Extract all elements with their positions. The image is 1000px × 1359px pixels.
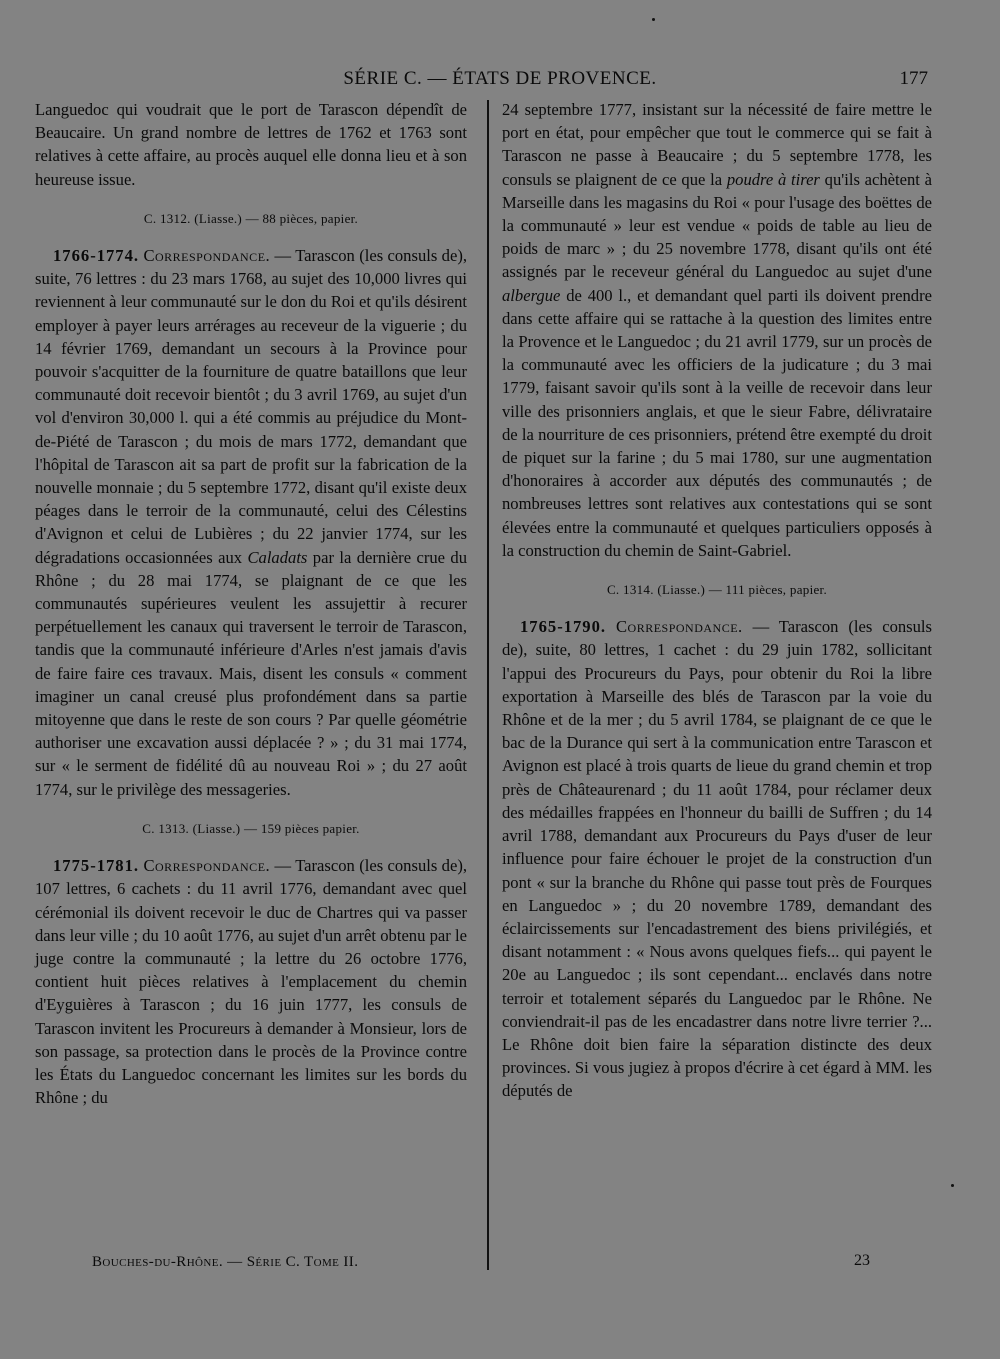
entry-1313-date: 1775-1781. [53, 856, 140, 876]
entry-1312-italic: Caladats [247, 547, 308, 567]
footer-signature: Bouches-du-Rhône. — Série C. Tome II. [92, 1254, 359, 1270]
entry-1314-date: 1765-1790. [520, 617, 607, 637]
entry-1313-continuation [502, 98, 932, 562]
continuation-italic-2: albergue [502, 285, 561, 305]
page-number: 177 [899, 68, 928, 89]
entry-1312-heading: Correspondance. [143, 246, 271, 266]
entry-1312-text-b: par la dernière crue du Rhône ; du 28 mai 1774, se plaignant de ce que les communautés supérieures veulent les assujettir à recurer perpétuellement les canaux qui traversent le terroir de Tarascon, tandis que la communauté inférieure d'Arles n'est jamais d'avis de faire faire ces travaux. Mais, disent les consuls « comment imaginer un canal creusé plus profondément dans sa partie mitoyenne que dans le reste de son cours ? Par quelle géométrie authoriser une excavation aussi déplacée ? » ; du 31 mai 1774, sur « le serment de fidélité dû au nouveau Roi » ; du 27 août 1774, sur le privilège des messageries. [35, 547, 467, 799]
left-column [35, 98, 467, 1109]
intro-paragraph: Languedoc qui voudrait que le port de Tarascon dépendît de Beaucaire. Un grand nombre de lettres de 1762 et 1763 sont relatives à cette affaire, au procès auquel elle donna lieu et à son heureuse issue. [35, 100, 467, 189]
entry-1313 [35, 854, 467, 1109]
scan-speck [652, 18, 655, 21]
entry-1313-heading: Correspondance. [143, 856, 271, 876]
continuation-text-c: de 400 l., et demandant quel parti ils doivent prendre dans cette affaire qui se rattache à la question des limites entre la Provence et le Languedoc ; du 21 avril 1779, sur un procès de la communauté avec les officiers de la judicature ; du 3 mai 1779, faisant savoir qu'ils sont à la veille de recevoir dans leur ville des prisonniers anglais, et que le sieur Fabre, délivrataire de la nourriture de ces prisonniers, prétend être exempté du droit de piquet sur la farine ; du 5 mai 1780, sur une augmentation d'honoraires à accorder aux députés des communautés ; de nombreuses lettres sont relatives aux contestations qui se sont élevées entre la communauté et quelques particuliers opposés à la construction du chemin de Saint-Gabriel. [502, 285, 932, 560]
scan-speck [951, 1184, 954, 1187]
continuation-italic-1: poudre à tirer [726, 169, 820, 189]
running-title: SÉRIE C. — ÉTATS DE PROVENCE. [343, 68, 657, 89]
entry-1312-date: 1766-1774. [53, 246, 140, 266]
entry-1312-cote: C. 1312. (Liasse.) — 88 pièces, papier. [143, 210, 359, 226]
entry-1312 [35, 244, 467, 801]
entry-1314 [502, 615, 932, 1102]
continuation-text-a: 24 septembre 1777, insistant sur la nécessité de faire mettre le port en état, pour empêcher que tout le commerce qui se fait à Tarascon ne passe à Beaucaire ; du 5 septembre 1778, les consuls se plaignent de ce que la [502, 100, 932, 189]
right-column [502, 98, 932, 1103]
entry-1314-cote: C. 1314. (Liasse.) — 111 pièces, papier. [606, 582, 828, 598]
entry-1313-cote: C. 1313. (Liasse.) — 159 pièces papier. [142, 820, 360, 836]
entry-1313-text: — Tarascon (les consuls de), 107 lettres, 6 cachets : du 11 avril 1776, demandant avec quel cérémonial ils doivent recevoir le duc de Chartres qui va passer dans leur ville ; du 10 août 1776, au sujet d'un arrêt obtenu par le juge contre la communauté ; la lettre du 26 octobre 1776, contient huit pièces relatives à l'emplacement du chemin d'Eyguières à Tarascon ; du 16 juin 1777, les consuls de Tarascon invitent les Procureurs à demander à Monsieur, lors de son passage, sa protection dans le procès de la Province contre les États du Languedoc concernant les limites sur les bords du Rhône ; du [35, 856, 468, 1108]
entry-1312-text-a: — Tarascon (les consuls de), suite, 76 lettres : du 23 mars 1768, au sujet des 10,000 livres qui reviennent à leur communauté sur le don du Roi et qu'ils désirent employer à payer leurs arrérages au receveur de la viguerie ; du 14 février 1769, demandant un secours à la Province pour pouvoir s'acquitter de la fourniture de quatre bataillons que leur communauté doit recevoir bientôt ; du 3 avril 1769, au sujet d'un vol d'environ 30,000 l. qui a été commis au préjudice du Mont-de-Piété de Tarascon ; du mois de mars 1772, demandant que l'hôpital de Tarascon ait sa part de profit sur la fabrication de la nouvelle monnaie ; du 5 septembre 1772, disant qu'il existe deux péages dans le terroir de la communauté, celui des Célestins d'Avignon et celui de Lubières ; du 22 janvier 1774, sur les dégradations occasionnées aux [35, 246, 468, 567]
continuation-text-b: qu'ils achètent à Marseille dans les magasins du Roi « pour l'usage des boëttes de la communauté » leur est vendue « poids de table au lieu de poids de marc » ; du 25 novembre 1778, disant qu'ils ont été assignés par le receveur général du Languedoc au sujet d'une [502, 169, 933, 282]
page-header [0, 68, 1000, 98]
entry-1314-heading: Correspondance. [615, 617, 743, 637]
entry-1314-text: — Tarascon (les consuls de), suite, 80 lettres, 1 cachet : du 29 juin 1782, sollicitant l'appui des Procureurs du Pays, pour obtenir du Roi la libre exportation à Marseille des blés de Tarascon par la voie du Rhône et de la mer ; du 5 avril 1784, se plaignant de ce que le bac de la Durance qui sert à la communication entre Tarascon et Avignon est placé à trois quarts de lieue du grand chemin et trop près de Châteaurenard ; du 11 août 1784, pour réclamer deux des médailles frappées en l'honneur du bailli de Suffren ; du 14 avril 1788, demandant aux Procureurs du Pays d'user de leur influence pour faire échouer le projet de la construction d'un pont « sur la branche du Rhône qui passe tout près de Fourques en Languedoc » ; du 20 novembre 1789, demandant des éclaircissements sur l'encadastrement des biens privilégiés, et disant notamment : « Nous avons quelques fiefs... qui payent le 20e au Languedoc ; ils sont cependant... enclavés dans notre terroir et totalement séparés du Languedoc par le Rhône. Ne conviendrait-il pas de les encadastrer dans notre livre terrier ?... Le Rhône doit bien faire la séparation distincte des deux provinces. Si vous jugiez à propos d'écrire à cet égard à MM. les députés de [502, 617, 932, 1101]
column-divider [487, 100, 489, 1270]
footer-signature-number: 23 [854, 1252, 870, 1269]
